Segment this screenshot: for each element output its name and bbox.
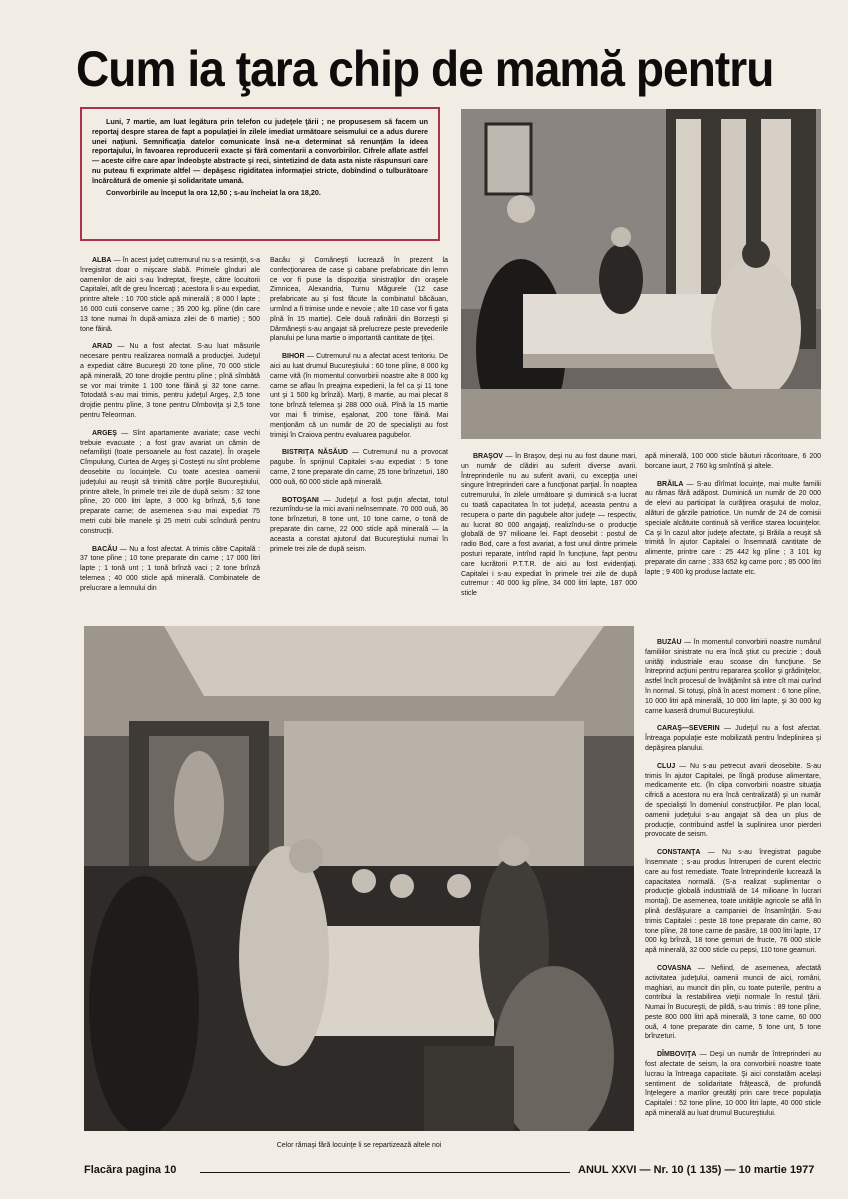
county-text: — În acest judeţ cutremurul nu s-a resimţit, s-a înregistrat doar o mişcare slabă. Primele gînduri ale oamenilor de aici s-au îndreptat, fireşte, către locuitorii Capitalei, atît de greu încercaţi ; acestora li s-au expediat, printre altele : 10 700 sticle apă minerală ; 8 000 l lapte ; 16 000 cutii conserve carne ; 35 200 kg. pîine (din care 13 tone numai în după-amiaza zilei de 6 martie) ; 500 tone făină. bbox=[80, 257, 260, 333]
photo-family-room bbox=[461, 109, 821, 439]
county-name: ARGEŞ bbox=[92, 429, 117, 437]
county-text: — Nu s-au petrecut avarii deosebite. S-au trimis în ajutor Capitalei, pe lîngă produse alimentare, medicamente etc. (în clipa convorbirii noastre situaţia cifrică a acestora nu era încă centralizată) şi un număr de specialişti în domeniul construcţiilor. Pe plan local, oamenii judeţului s-au angajat să dea un plus de producţie, contribuind astfel la suplinirea unor pierderi provocate de seism. bbox=[645, 762, 821, 839]
county-text: apă minerală, 100 000 sticle băuturi răcoritoare, 6 200 borcane iaurt, 2 760 kg smîntînă şi altele. bbox=[645, 453, 821, 470]
county-name: BIHOR bbox=[282, 353, 305, 361]
county-name: ARAD bbox=[92, 343, 113, 351]
county-text: — Cutremurul nu a provocat pagube. În sprijinul Capitalei s-au expediat : 5 tone carne, 2 tone preparate din carne, 25 tone brînzeturi, 180 000 ouă, 60 000 sticle apă minerală. bbox=[270, 449, 448, 486]
county-paragraph bbox=[270, 256, 448, 344]
county-paragraph bbox=[645, 762, 821, 840]
article-column-2 bbox=[270, 256, 448, 614]
footer-rule bbox=[200, 1172, 570, 1173]
county-text: — În Braşov, deşi nu au fost daune mari, un număr de clădiri au suferit diverse avarii. Întreprinderile nu au suferit avarii, cu excepţia unei singure întreprinderi care a funcţionat parţial. În noaptea cutremurului, în zilele următoare şi duminică s-a lucrat cu toată capacitatea în tot judeţul, aceasta pentru a recupera o parte din pagubele altor judeţe — respectiv, au lucrat 80 000 angajaţi, realizîndu-se o producţie globală de 97 milioane lei. Fapt deosebit : postul de radio Bod, care a fost avariat, a fost unul dintre primele posturi reparate, intrînd rapid în funcţiune, fapt pentru care lucrătorii P.T.T.R. de aici au fost evidenţiaţi. Capitalei i s-au expediat în primele trei zile de după cutremur : 40 000 kg pîine, 34 000 litri lapte, 187 000 sticle bbox=[461, 453, 637, 598]
footer-issue-info: ANUL XXVI — Nr. 10 (1 135) — 10 martie 1977 bbox=[578, 1164, 815, 1176]
article-column-4 bbox=[645, 452, 821, 614]
intro-paragraph: Luni, 7 martie, am luat legătura prin telefon cu judeţele ţării ; ne propusesem să facem un reportaj despre starea de fapt a populaţiei în zilele imediat următoare seismului ce a adus durere unei naţiuni. Semnificaţia datelor comunicate însă ne-a determinat să renunţăm la ideea reportajului, în favoarea reproducerii exacte şi fără comentarii a convorbirilor. Cifrele aflate astfel — aceste cifre care apar îndeobşte abstracte şi reci, sintetizind de data asta niste răspunsuri care nu puteau fi exprimate altfel — depăşesc rigiditatea informaţiei stricte, dobîndind o tulburătoare încărcătură de omenie şi solidaritate umană. bbox=[92, 117, 428, 185]
county-text: — Deşi un număr de întreprinderi au fost afectate de seism, la ora convorbirii noastre toate lucrau la întreaga capacitate. Şi aici constatăm acelaşi sentiment de solidaritate frăţească, de profundă înţelegere a marilor greutăţi prin care trece populaţia Capitalei : 52 tone pîine, 10 000 litri lapte, 40 000 sticle apă minerală au luat drumul Bucureştiului. bbox=[645, 1051, 821, 1118]
county-text: — Nefiind, de asemenea, afectată activitatea judeţului, oamenii muncii de aici, români, maghiari, au muncit din plin, cu toate puterile, pentru a contribui la restabilirea vieţii normale în restul ţării. Numai în Bucureşti, de pildă, s-au trimis : 89 tone pîine, peste 800 000 litri apă minerală, 3 tone carne, 60 000 ouă, 4 tone preparate din carne, 5 tone unt, 5 tone brînzeturi. bbox=[645, 964, 821, 1041]
county-name: BISTRIŢA NĂSĂUD bbox=[282, 449, 348, 457]
county-text: — S-au dîrîmat locuinţe, mai multe familii au rămas fără adăpost. Duminică un număr de 20 000 de elevi au participat la curăţirea oraşului de moloz, alături de gărzile patriotice. Un număr de 24 de comisii speciale alcătuite continuă să verifice starea locuinţelor. Ca şi în cazul altor judeţe afectate, şi Brăila a reuşit să trimită în ajutor Capitalei o însemnată cantitate de alimente, printre care : 25 442 kg pîine ; 3 101 kg preparate din carne ; 333 652 kg carne porc ; 85 000 litri lapte ; 9 400 kg produse lactate etc. bbox=[645, 480, 821, 576]
county-name: BUZĂU bbox=[657, 639, 682, 646]
county-paragraph bbox=[645, 848, 821, 956]
county-name: CONSTANŢA bbox=[657, 849, 701, 857]
county-name: DÎMBOVIŢA bbox=[657, 1051, 697, 1059]
county-name: BOTOŞANI bbox=[282, 496, 319, 504]
county-name: CLUJ bbox=[657, 762, 676, 770]
photo-caption: Celor rămaşi fără locuinţe li se repartizează altele noi bbox=[276, 1142, 442, 1149]
county-paragraph bbox=[270, 448, 448, 487]
county-paragraph bbox=[461, 452, 637, 599]
county-name: BRĂILA bbox=[657, 480, 684, 488]
county-paragraph bbox=[80, 256, 260, 334]
intro-closing: Convorbirile au început la ora 12,50 ; s-au încheiat la ora 18,20. bbox=[106, 187, 321, 197]
photo-housing-office bbox=[84, 626, 634, 1131]
photo-family-room-image bbox=[461, 109, 821, 439]
county-paragraph bbox=[80, 342, 260, 420]
county-name: BRAŞOV bbox=[473, 453, 503, 460]
county-name: BACĂU bbox=[92, 545, 118, 553]
footer-page-label: Flacăra pagina 10 bbox=[84, 1164, 177, 1176]
county-text: Bacău şi Comăneşti lucrează în prezent la confecţionarea de case şi cabane prefabricate din lemn ce vor fi puse la dispoziţia sinistraţilor din oraşele Zimnicea, Alexandria, Turnu Măgurele (12 case prefabricate au şi fost făcute la combinatul băcăuan, urmînd a fi trimise unde e nevoie ; alte 10 case vor fi gata pînă în 15 martie). Cele două rafinării din Borzeşti şi Dărmăneşti s-au angajat să prelucreze peste prevederile planului pe luna martie o importantă cantitate de ţiţei. bbox=[270, 257, 448, 343]
county-paragraph bbox=[270, 496, 448, 555]
county-paragraph bbox=[645, 1050, 821, 1119]
county-paragraph bbox=[270, 352, 448, 440]
article-column-3 bbox=[461, 452, 637, 614]
county-name: COVASNA bbox=[657, 964, 692, 972]
county-text: — Nu a fost afectat. S-au luat măsurile necesare pentru realizarea normală a producţiei. Judeţul a expediat către Bucureşti 20 tone pîine, 70 000 sticle apă minerală, 20 tone drojdie pentru pîine ; pînă sîmbătă se vor mai trimite 1 100 tone făină şi 32 tone carne. Totodată s-au mai trimis, pentru judeţul Argeş, 2,5 tone drojdie pentru pîine, 3 tone pentru Dîmboviţa şi 2,5 tone pentru Teleorman. bbox=[80, 343, 260, 419]
county-paragraph bbox=[80, 429, 260, 537]
county-paragraph bbox=[645, 480, 821, 578]
county-text: — Judeţul a fost puţin afectat, totul rezumîndu-se la mici avarii neînsemnate. 70 000 ouă, 36 tone brînzeturi, 8 tone unt, 10 tone carne, o tonă de preparate din carne, 22 000 sticle apă minerală — la aceasta a constat ajutorul dat Bucureştiului numai în primele trei zile de după seism. bbox=[270, 496, 448, 553]
article-column-1 bbox=[80, 256, 260, 614]
county-text: — În momentul convorbirii noastre numărul familiilor sinistrate nu era încă ştiut cu precizie ; două unităţi industriale erau scoase din funcţiune. Se întreprind acţiuni pentru repararea şcolilor şi grădiniţelor, astfel încît procesul de învăţămînt să intre cît mai curînd în normal. Si totuşi, pînă în acest moment : 6 tone pîine, 10 000 litri apă minerală, 10 000 litri lapte, şi 30 000 kg carne luaseră drumul Bucureştiului. bbox=[645, 639, 821, 715]
intro-box bbox=[80, 107, 440, 241]
county-paragraph bbox=[645, 724, 821, 753]
county-paragraph bbox=[645, 638, 821, 716]
county-name: CARAŞ—SEVERIN bbox=[657, 725, 720, 733]
photo-housing-office-image bbox=[84, 626, 634, 1131]
county-name: ALBA bbox=[92, 257, 112, 264]
county-text: — Nu s-au înregistrat pagube însemnate ; s-au produs întreruperi de curent electric care au fost remediate. Toate întreprinderile lucrează la capacitatea normală. (S-a realizat suplimentar o producţie globală industrială de 14 milioane în lucrari montaj). De asemenea, toate unităţile agricole se află în plină desfăşurare a campaniei de însamînţări. S-au trimis Capitalei : peste 18 tone preparate din carne, 80 tone pîine, 28 tone carne de pasăre, 18 000 litri lapte, 17 000 kg brînză, 18 tone gemuri de fructe, 76 000 sticle apă minerală, 32 000 sticle cu pepsi, 110 tone geamuri. bbox=[645, 849, 821, 955]
county-paragraph bbox=[80, 545, 260, 594]
county-text: — Cutremurul nu a afectat acest teritoriu. De aici au luat drumul Bucureştiului : 60 tone pîine, 8 000 kg carne vită (în momentul convorbirii noastre alte 8 000 kg carne se aflau în preajma expedierii, la fel ca şi 11 tone unt şi 1 500 kg brînză). Marţi, 8 martie, au mai plecat 8 tone brînză telemea şi 288 000 ouă. Pînă la 15 martie vor mai fi trimise, eşalonat, 200 tone făină. Mai menţionăm că un număr de 20 de specialişti au fost trimişi în Craiova pentru evaluarea pagubelor. bbox=[270, 353, 448, 439]
county-paragraph bbox=[645, 964, 821, 1042]
county-text: — Sînt apartamente avariate; case vechi trebuie evacuate ; a fost grav avariat un cămin de nefamilişti (toate persoanele au fost cazate). În oraşele Cîmpulung, Curtea de Argeş şi Costeşti nu sînt probleme deosebite cu locuinţele. Cu toate acestea oamenii judeţului au reuşit să trimită către porţile Bucureştiului, printre altele, în primele trei zile de după seism : 32 tone pîine, 20 000 litri lapte, 3 000 kg brînză, 5,6 tone preparate carne; de asemenea s-au mai expediat 75 metri cubi bile manele şi 25 metri cubi scîndură pentru construcţii. bbox=[80, 429, 260, 535]
county-text: — Nu a fost afectat. A trimis către Capitală : 37 tone pîine ; 10 tone preparate din carne ; 17 000 litri lapte ; 1 tonă unt ; 1 tonă brînză vaci ; 2 tone brînză telemea ; 40 000 sticle apă minerală. Combinatele de prelucrare a lemnului din bbox=[80, 545, 260, 592]
county-text: — Judeţul nu a fost afectat. Întreaga populaţie este mobilizată pentru îndeplinirea şi depăşirea planului. bbox=[645, 725, 821, 752]
article-column-5 bbox=[645, 638, 821, 1156]
headline: Cum ia ţara chip de mamă pentru bbox=[76, 41, 774, 97]
county-paragraph bbox=[645, 452, 821, 472]
